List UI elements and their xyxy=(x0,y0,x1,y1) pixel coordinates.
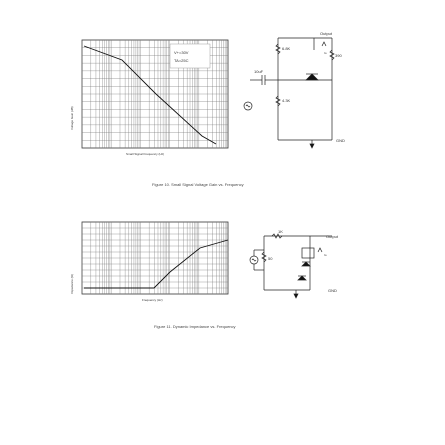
cap-label: 10uF xyxy=(254,69,264,74)
gain-frequency-graph xyxy=(82,40,228,148)
circuit-1 xyxy=(240,30,345,156)
caption-2: Figure 11. Dynamic Impedance vs. Frequency xyxy=(154,324,236,329)
legend-1: V+=30V xyxy=(174,50,189,55)
caption-1: Figure 10. Small Signal Voltage Gain vs. Frequency xyxy=(152,182,244,187)
r1-label: 6.8K xyxy=(282,46,291,51)
y-axis-label-1: Voltage Gain (dB) xyxy=(70,106,74,130)
output-label-1: Output xyxy=(320,31,333,36)
gnd-label-2: GND xyxy=(328,288,337,293)
y-axis-label-2: Impedance (Ω) xyxy=(70,274,74,294)
r2-label: 4.3K xyxy=(282,98,291,103)
x-axis-label-1: Small Signal Frequency (Hz) xyxy=(126,152,165,156)
r1-label-2: 1K xyxy=(278,229,283,234)
impedance-frequency-graph xyxy=(82,222,228,294)
gnd-label-1: GND xyxy=(336,138,345,143)
circuit-2 xyxy=(244,230,344,300)
legend-2: TA=25C xyxy=(174,58,189,63)
io-label-1: Io xyxy=(324,51,327,55)
x-axis-label-2: Frequency (Hz) xyxy=(142,298,163,302)
r2-label-2: 50 xyxy=(268,256,273,261)
io-label-2: Io xyxy=(324,253,327,257)
r3-label: 390 xyxy=(335,53,342,58)
output-label-2: Output xyxy=(326,234,339,239)
